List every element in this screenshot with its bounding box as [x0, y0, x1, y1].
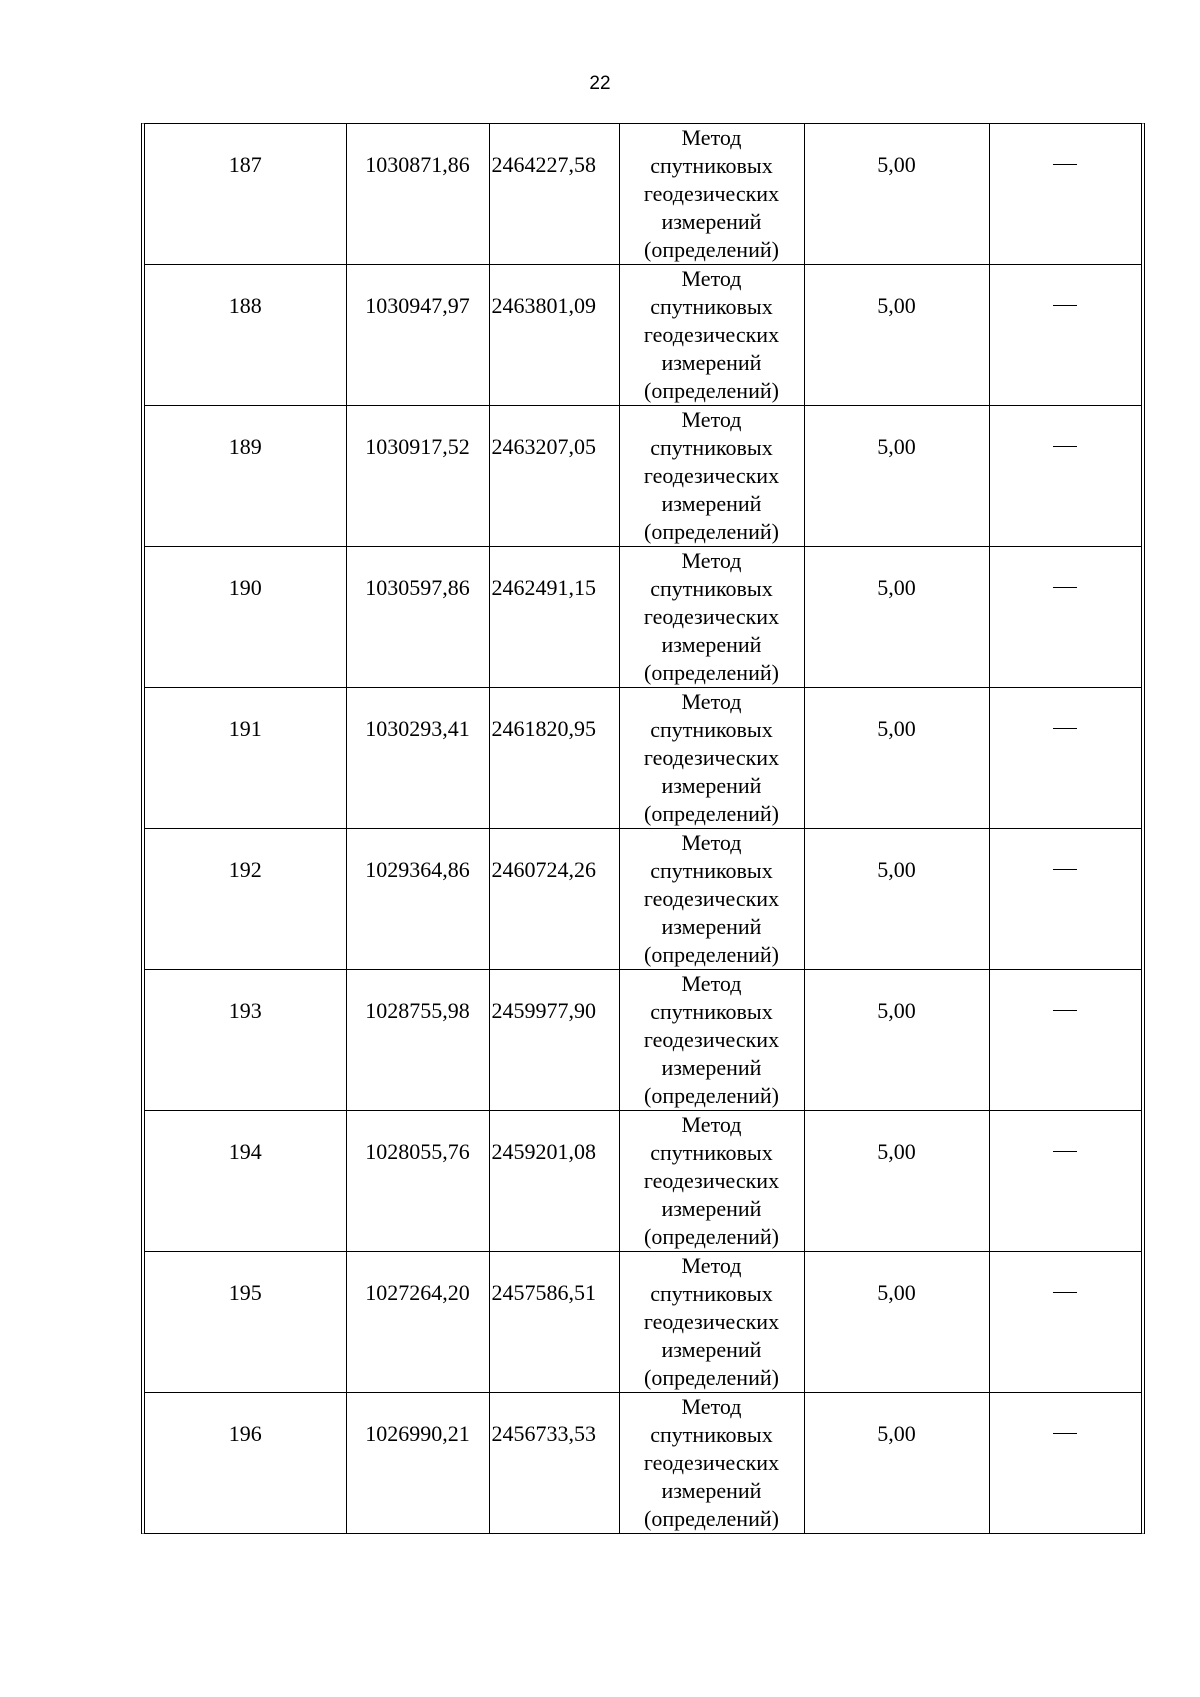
method-line: (определений) [644, 801, 779, 826]
y-coordinate-cell: 2456733,53 [489, 1393, 619, 1534]
method-cell [619, 124, 804, 265]
method-cell [619, 829, 804, 970]
method-line: геодезических [643, 181, 780, 206]
page-number: 22 [589, 73, 611, 94]
x-coordinate-cell: 1030871,86 [346, 124, 489, 265]
em-dash [1053, 869, 1077, 870]
method-line: спутниковых [650, 1140, 773, 1165]
method-cell [619, 1252, 804, 1393]
method-line: спутниковых [650, 153, 773, 178]
table-row [145, 1111, 1141, 1252]
x-coordinate-cell: 1030917,52 [346, 406, 489, 547]
point-number-cell: 187 [145, 124, 346, 265]
point-number-cell: 192 [145, 829, 346, 970]
method-line: измерений [661, 1196, 762, 1221]
note-cell [989, 688, 1141, 829]
table-row [145, 547, 1141, 688]
table-row [145, 1393, 1141, 1534]
method-line: (определений) [644, 1083, 779, 1108]
method-line: Метод [681, 407, 742, 432]
accuracy-cell: 5,00 [804, 970, 989, 1111]
method-line: спутниковых [650, 576, 773, 601]
point-number-cell: 191 [145, 688, 346, 829]
x-coordinate-cell: 1027264,20 [346, 1252, 489, 1393]
method-line: измерений [661, 632, 762, 657]
em-dash [1053, 446, 1077, 447]
method-cell [619, 688, 804, 829]
method-line: спутниковых [650, 717, 773, 742]
table-row [145, 688, 1141, 829]
point-number-cell: 194 [145, 1111, 346, 1252]
point-number-cell: 189 [145, 406, 346, 547]
method-line: измерений [661, 1337, 762, 1362]
table-row [145, 970, 1141, 1111]
coordinates-table [145, 124, 1141, 1533]
method-line: измерений [661, 209, 762, 234]
method-line: геодезических [643, 1309, 780, 1334]
method-line: геодезических [643, 1450, 780, 1475]
method-line: (определений) [644, 1506, 779, 1531]
note-cell [989, 1393, 1141, 1534]
accuracy-cell: 5,00 [804, 688, 989, 829]
method-line: спутниковых [650, 294, 773, 319]
accuracy-cell: 5,00 [804, 1252, 989, 1393]
method-line: спутниковых [650, 1281, 773, 1306]
method-cell [619, 547, 804, 688]
method-line: геодезических [643, 463, 780, 488]
note-cell [989, 265, 1141, 406]
y-coordinate-cell: 2463801,09 [489, 265, 619, 406]
point-number-cell: 190 [145, 547, 346, 688]
coordinates-table-body [145, 124, 1141, 1533]
method-line: геодезических [643, 604, 780, 629]
table-row [145, 265, 1141, 406]
method-cell [619, 265, 804, 406]
method-line: Метод [681, 548, 742, 573]
method-line: измерений [661, 1055, 762, 1080]
x-coordinate-cell: 1030293,41 [346, 688, 489, 829]
y-coordinate-cell: 2462491,15 [489, 547, 619, 688]
method-line: измерений [661, 1478, 762, 1503]
method-line: Метод [681, 830, 742, 855]
coordinates-table-frame [141, 123, 1145, 1534]
accuracy-cell: 5,00 [804, 124, 989, 265]
method-line: (определений) [644, 519, 779, 544]
note-cell [989, 829, 1141, 970]
method-line: спутниковых [650, 858, 773, 883]
method-line: (определений) [644, 660, 779, 685]
em-dash [1053, 1292, 1077, 1293]
point-number-cell: 195 [145, 1252, 346, 1393]
note-cell [989, 547, 1141, 688]
em-dash [1053, 587, 1077, 588]
x-coordinate-cell: 1029364,86 [346, 829, 489, 970]
method-line: измерений [661, 491, 762, 516]
method-line: Метод [681, 1253, 742, 1278]
method-line: измерений [661, 773, 762, 798]
accuracy-cell: 5,00 [804, 1111, 989, 1252]
method-line: спутниковых [650, 435, 773, 460]
point-number-cell: 188 [145, 265, 346, 406]
method-line: спутниковых [650, 999, 773, 1024]
method-cell [619, 970, 804, 1111]
x-coordinate-cell: 1026990,21 [346, 1393, 489, 1534]
em-dash [1053, 1433, 1077, 1434]
accuracy-cell: 5,00 [804, 1393, 989, 1534]
method-line: (определений) [644, 1224, 779, 1249]
method-line: измерений [661, 350, 762, 375]
method-line: геодезических [643, 1027, 780, 1052]
em-dash [1053, 1151, 1077, 1152]
accuracy-cell: 5,00 [804, 829, 989, 970]
em-dash [1053, 164, 1077, 165]
method-line: спутниковых [650, 1422, 773, 1447]
note-cell [989, 1252, 1141, 1393]
y-coordinate-cell: 2463207,05 [489, 406, 619, 547]
method-line: Метод [681, 1112, 742, 1137]
method-line: геодезических [643, 1168, 780, 1193]
note-cell [989, 406, 1141, 547]
point-number-cell: 193 [145, 970, 346, 1111]
method-line: (определений) [644, 378, 779, 403]
y-coordinate-cell: 2457586,51 [489, 1252, 619, 1393]
method-line: геодезических [643, 745, 780, 770]
table-row [145, 406, 1141, 547]
method-line: Метод [681, 971, 742, 996]
table-row [145, 124, 1141, 265]
x-coordinate-cell: 1030947,97 [346, 265, 489, 406]
method-cell [619, 406, 804, 547]
x-coordinate-cell: 1028755,98 [346, 970, 489, 1111]
method-line: Метод [681, 125, 742, 150]
method-line: измерений [661, 914, 762, 939]
x-coordinate-cell: 1030597,86 [346, 547, 489, 688]
method-line: (определений) [644, 237, 779, 262]
y-coordinate-cell: 2461820,95 [489, 688, 619, 829]
em-dash [1053, 305, 1077, 306]
point-number-cell: 196 [145, 1393, 346, 1534]
method-line: Метод [681, 1394, 742, 1419]
accuracy-cell: 5,00 [804, 406, 989, 547]
method-line: Метод [681, 266, 742, 291]
method-line: (определений) [644, 1365, 779, 1390]
accuracy-cell: 5,00 [804, 547, 989, 688]
accuracy-cell: 5,00 [804, 265, 989, 406]
note-cell [989, 124, 1141, 265]
method-line: Метод [681, 689, 742, 714]
method-line: геодезических [643, 886, 780, 911]
x-coordinate-cell: 1028055,76 [346, 1111, 489, 1252]
method-line: (определений) [644, 942, 779, 967]
method-line: геодезических [643, 322, 780, 347]
em-dash [1053, 1010, 1077, 1011]
y-coordinate-cell: 2459201,08 [489, 1111, 619, 1252]
method-cell [619, 1111, 804, 1252]
note-cell [989, 1111, 1141, 1252]
method-cell [619, 1393, 804, 1534]
em-dash [1053, 728, 1077, 729]
note-cell [989, 970, 1141, 1111]
y-coordinate-cell: 2459977,90 [489, 970, 619, 1111]
table-row [145, 1252, 1141, 1393]
y-coordinate-cell: 2460724,26 [489, 829, 619, 970]
y-coordinate-cell: 2464227,58 [489, 124, 619, 265]
table-row [145, 829, 1141, 970]
